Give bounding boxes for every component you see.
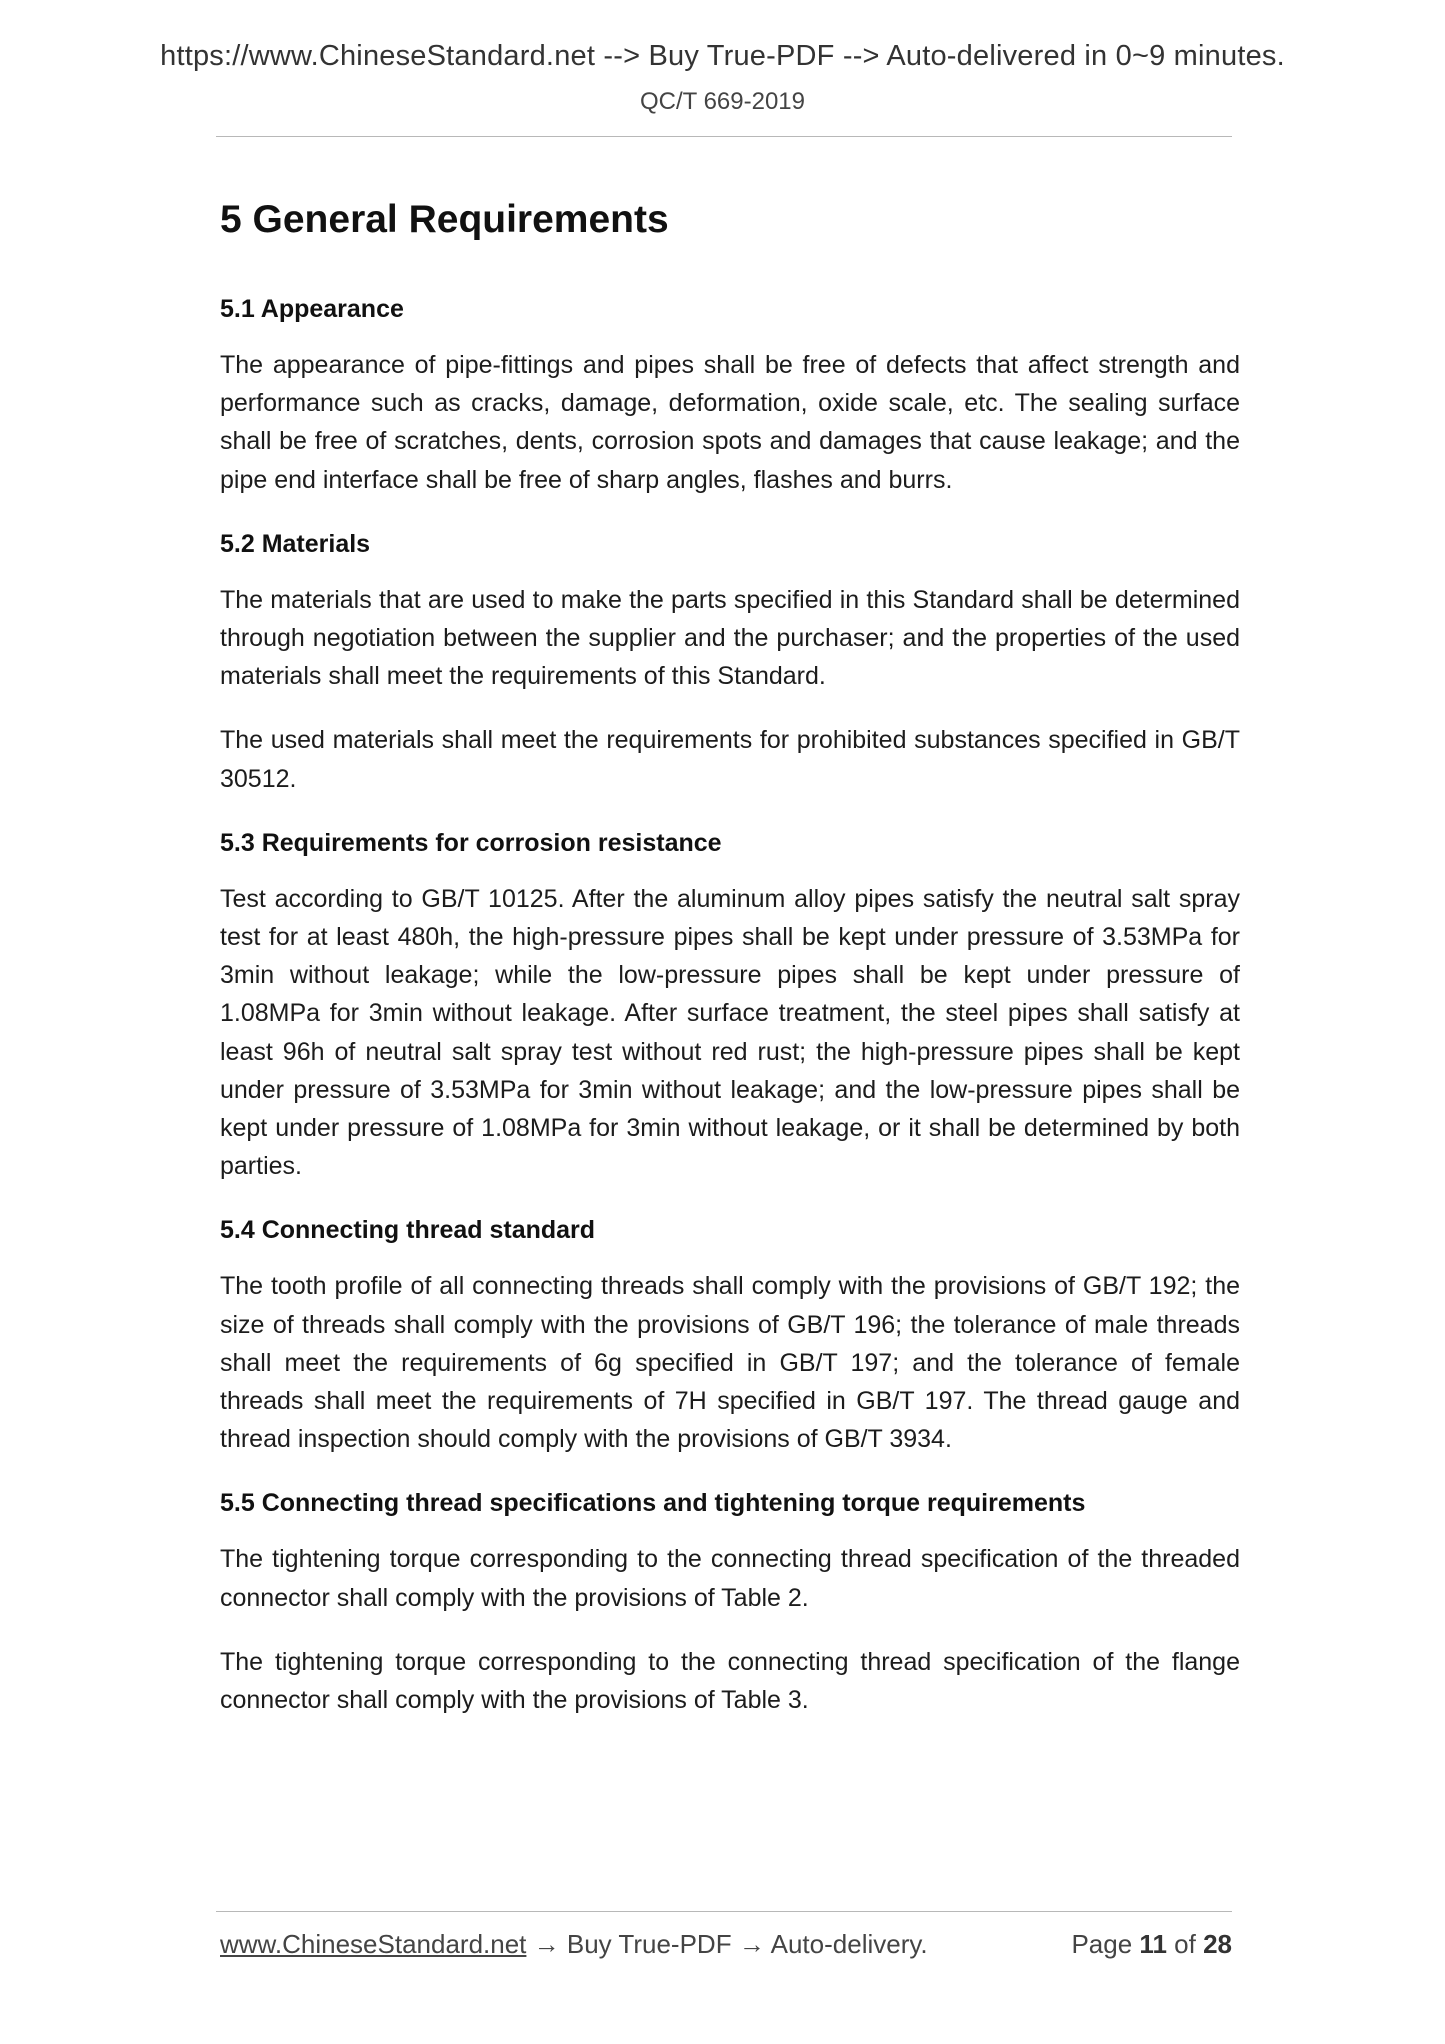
footer-buy-text: Buy True-PDF — [566, 1929, 732, 1959]
paragraph-materials-2: The used materials shall meet the requirements for prohibited substances specified in GB/T 30512. — [220, 726, 1240, 793]
footer-divider — [216, 1911, 1232, 1912]
standard-code: QC/T 669-2019 — [640, 88, 805, 115]
subsection-heading-thread-standard: 5.4 Connecting thread standard — [220, 1216, 596, 1245]
section-title: 5 General Requirements — [220, 198, 669, 241]
arrow-right-icon: → — [738, 1929, 765, 1959]
header-divider — [216, 136, 1232, 137]
footer-site-link[interactable]: www.ChineseStandard.net — [220, 1929, 527, 1959]
total-pages: 28 — [1203, 1929, 1232, 1959]
subsection-heading-thread-torque: 5.5 Connecting thread specifications and tightening torque requirements — [220, 1489, 1086, 1518]
paragraph-thread-torque-2: The tightening torque corresponding to the connecting thread specification of the flange connector shall comply with the provisions of Table 3. — [220, 1647, 1240, 1715]
page-indicator — [1071, 1929, 1232, 1960]
paragraph-thread-standard: The tooth profile of all connecting threads shall comply with the provisions of GB/T 192; the size of threads shall comply with the provisions of GB/T 196; the tolerance of male threads shall meet the requirements of 6g specified in GB/T 197; and the tolerance of female threads shall meet the requirements of 7H specified in GB/T 197. The thread gauge and thread inspection should comply with the provisions of GB/T 3934. — [220, 1272, 1240, 1454]
subsection-heading-appearance: 5.1 Appearance — [220, 295, 404, 323]
page-label: Page — [1071, 1929, 1133, 1959]
paragraph-corrosion: Test according to GB/T 10125. After the aluminum alloy pipes satisfy the neutral salt spray test for at least 480h, the high-pressure pipes shall be kept under pressure of 3.53MPa for 3min without leakage; while the low-pressure pipes shall be kept under pressure of 1.08MPa for 3min without leakage. After surface treatment, the steel pipes shall satisfy at least 96h of neutral salt spray test without red rust; the high-pressure pipes shall be kept under pressure of 3.53MPa for 3min without leakage; and the low-pressure pipes shall be kept under pressure of 1.08MPa for 3min without leakage, or it shall be determined by both parties. — [220, 884, 1240, 1181]
footer-delivery-text: Auto-delivery. — [770, 1929, 928, 1959]
header-url-line: https://www.ChineseStandard.net --> Buy True-PDF --> Auto-delivered in 0~9 minutes. — [160, 40, 1285, 72]
of-label: of — [1174, 1929, 1196, 1959]
page-content — [220, 192, 1240, 1745]
paragraph-appearance: The appearance of pipe-fittings and pipes shall be free of defects that affect strength and performance such as cracks, damage, deformation, oxide scale, etc. The sealing surface shall be free of scratches, dents, corrosion spots and damages that cause leakage; and the pipe end interface shall be free of sharp angles, flashes and burrs. — [220, 351, 1240, 494]
arrow-right-icon: → — [533, 1929, 560, 1959]
paragraph-materials-1: The materials that are used to make the parts specified in this Standard shall be determined through negotiation between the supplier and the purchaser; and the properties of the used materials shall meet the requirements of this Standard. — [220, 585, 1240, 691]
subsection-heading-corrosion: 5.3 Requirements for corrosion resistance — [220, 828, 722, 857]
page-number: 11 — [1139, 1929, 1167, 1959]
footer — [220, 1929, 1232, 1960]
subsection-heading-materials: 5.2 Materials — [220, 529, 371, 558]
paragraph-thread-torque-1: The tightening torque corresponding to the connecting thread specification of the threaded connector shall comply with the provisions of Table 2. — [220, 1545, 1240, 1612]
